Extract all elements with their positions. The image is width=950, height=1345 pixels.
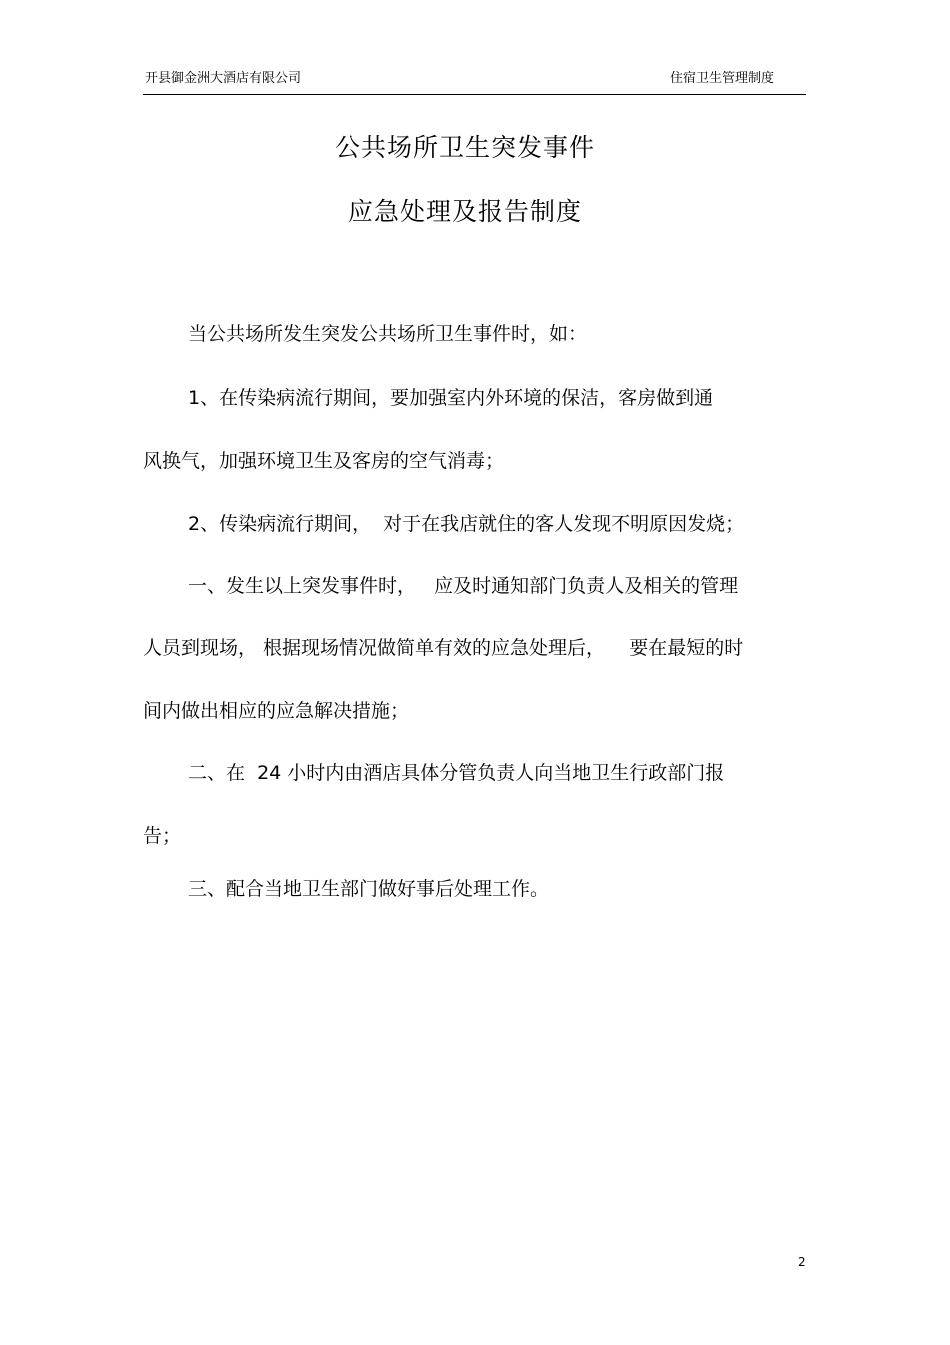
step-2-line-1: 二、在 24 小时内由酒店具体分管负责人向当地卫生行政部门报 xyxy=(188,762,725,784)
item-1-line-2: 风换气，加强环境卫生及客房的空气消毒； xyxy=(143,450,505,472)
item-2-line: 2、传染病流行期间， 对于在我店就住的客人发现不明原因发烧； xyxy=(188,513,745,535)
header-document-category: 住宿卫生管理制度 xyxy=(669,71,774,86)
page-header xyxy=(143,66,806,95)
page-number: 2 xyxy=(798,1255,806,1269)
document-title-line-1: 公共场所卫生突发事件 xyxy=(334,133,595,162)
step-2-line-2: 告； xyxy=(143,825,182,847)
step-1-line-3: 间内做出相应的应急解决措施； xyxy=(143,700,410,722)
step-1-line-1: 一、发生以上突发事件时， 应及时通知部门负责人及相关的管理 xyxy=(188,575,739,597)
header-company-name: 开县御金洲大酒店有限公司 xyxy=(145,71,302,86)
step-3-line: 三、配合当地卫生部门做好事后处理工作。 xyxy=(188,878,550,900)
step-1-line-2: 人员到现场， 根据现场情况做简单有效的应急处理后， 要在最短的时 xyxy=(143,637,744,659)
intro-line: 当公共场所发生突发公共场所卫生事件时，如： xyxy=(188,323,588,345)
item-1-line-1: 1、在传染病流行期间，要加强室内外环境的保洁，客房做到通 xyxy=(188,387,714,409)
document-title-line-2: 应急处理及报告制度 xyxy=(347,197,582,226)
